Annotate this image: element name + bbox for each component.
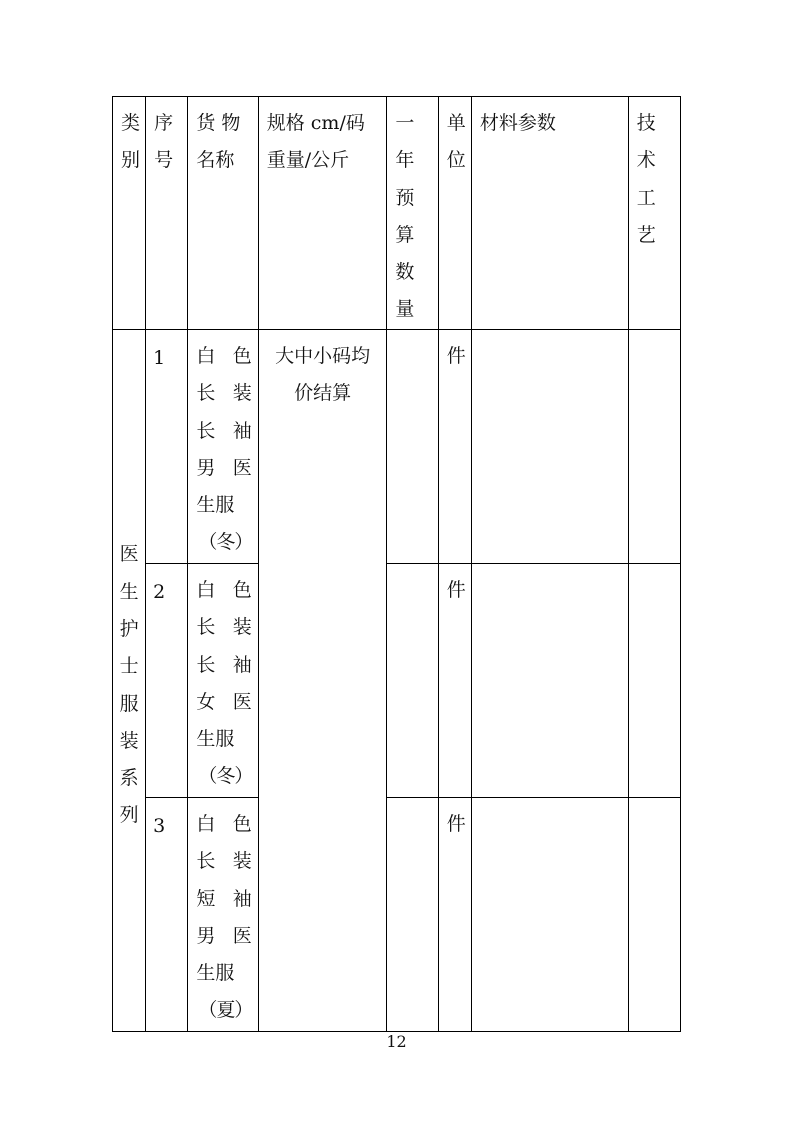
row-serial: 1: [146, 330, 188, 564]
row-material: [471, 564, 628, 798]
row-name: 白 色 长 装 长 袖 男 医 生服 （冬）: [188, 330, 258, 564]
row-unit: 件: [438, 564, 471, 798]
table-row: [113, 798, 681, 1032]
spec-cell: 大中小码均 价结算: [258, 330, 387, 1032]
header-unit: 单 位: [438, 97, 471, 330]
row-unit: 件: [438, 798, 471, 1032]
header-spec: 规格 cm/码 重量/公斤: [258, 97, 387, 330]
row-name: 白 色 长 装 短 袖 男 医 生服 （夏）: [188, 798, 258, 1032]
page-number: 12: [386, 1032, 407, 1051]
category-cell: 医 生 护 士 服 装 系 列: [113, 330, 146, 1032]
row-annual-qty: [387, 330, 438, 564]
header-serial: 序 号: [146, 97, 188, 330]
row-unit: 件: [438, 330, 471, 564]
row-technique: [628, 330, 680, 564]
table-row: [113, 330, 681, 564]
row-serial: 3: [146, 798, 188, 1032]
row-technique: [628, 798, 680, 1032]
header-annual-qty: 一 年 预 算 数 量: [387, 97, 438, 330]
header-material: 材料参数: [471, 97, 628, 330]
header-row: [113, 97, 681, 330]
row-name: 白 色 长 装 长 袖 女 医 生服 （冬）: [188, 564, 258, 798]
header-name: 货 物 名称: [188, 97, 258, 330]
row-material: [471, 798, 628, 1032]
row-serial: 2: [146, 564, 188, 798]
row-annual-qty: [387, 798, 438, 1032]
row-material: [471, 330, 628, 564]
header-category: 类 别: [113, 97, 146, 330]
goods-spec-table: [112, 96, 681, 1032]
row-technique: [628, 564, 680, 798]
table-row: [113, 564, 681, 798]
row-annual-qty: [387, 564, 438, 798]
header-technique: 技 术 工 艺: [628, 97, 680, 330]
